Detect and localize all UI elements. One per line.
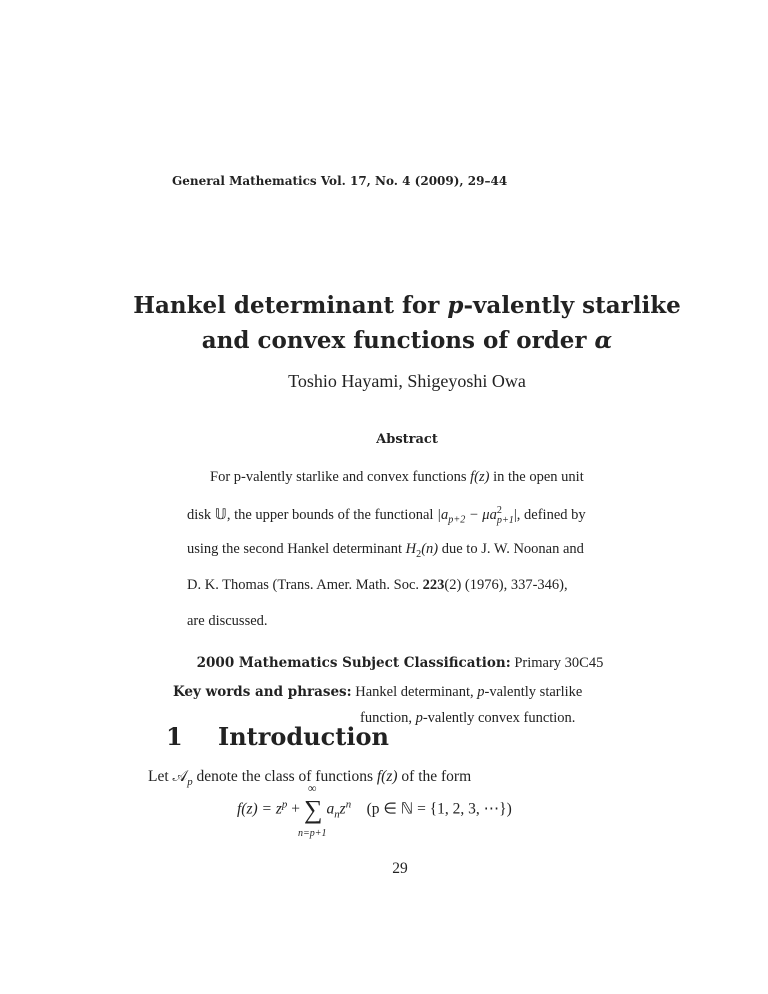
abstract-line: disk 𝕌, the upper bounds of the functional $|a_{p+2} - \mu a^2_{p+1}|$, defined by [187,505,586,526]
title-var: α [594,327,613,354]
section-number: 1 [166,722,183,751]
abstract-line: D. K. Thomas (Trans. Amer. Math. Soc. 223(2) (1976), 337-346), [187,577,568,593]
title-var: p [447,292,464,319]
title-text: and convex functions of order [201,327,595,354]
paper-title-line-2 [0,327,768,354]
abstract-heading: Abstract [376,432,438,447]
journal-header: General Mathematics Vol. 17, No. 4 (2009), 29–44 [172,174,508,188]
page-number: 29 [392,860,408,877]
abstract-line: For p-valently starlike and convex functions f(z) in the open unit [210,469,584,485]
section-title: Introduction [218,722,389,751]
intro-text: Let 𝒜$_p$ denote the class of functions f(z) of the form [148,768,472,789]
summation-symbol: ∑ ∞ n=p+1 [297,781,327,839]
paper-title-line-1 [0,292,768,319]
title-text: Hankel determinant for [133,292,448,319]
subject-classification: 2000 Mathematics Subject Classification: Primary 30C45 [196,655,604,671]
equation: $f(z) = z^p$ + ∑ ∞ n=p+1 $a_nz^n$ (p ∈ ℕ = {1, 2, 3, ⋯}) [237,781,512,839]
abstract-line: using the second Hankel determinant $H_2(n)$ due to J. W. Noonan and [187,541,584,560]
keywords-line-2: function, p-valently convex function. [360,710,576,726]
abstract-line: are discussed. [187,613,268,629]
keywords-line-1: Key words and phrases: Hankel determinant, p-valently starlike [173,684,583,700]
title-text: -valently starlike [463,292,681,319]
authors: Toshio Hayami, Shigeyoshi Owa [288,371,526,391]
